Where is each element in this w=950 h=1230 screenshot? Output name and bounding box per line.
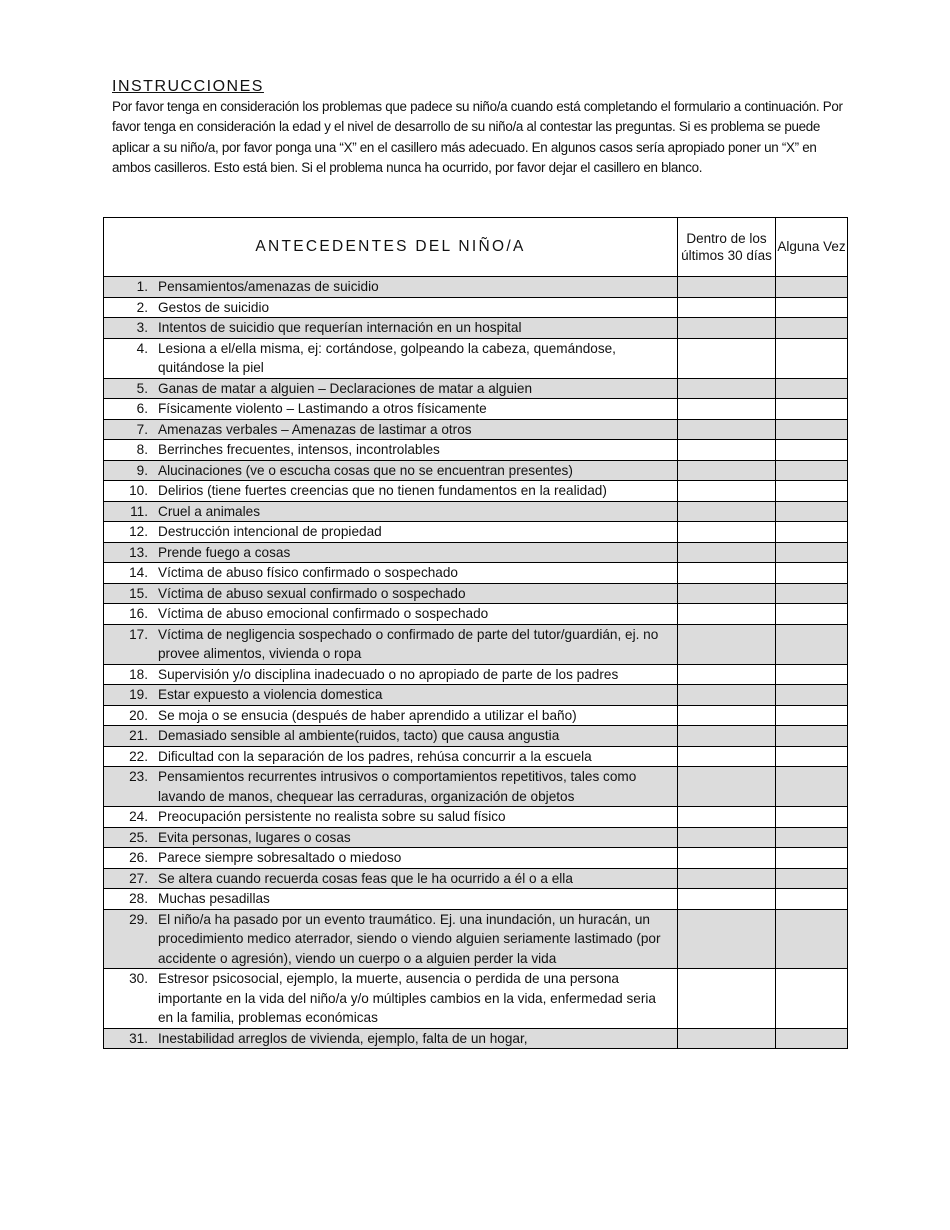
item-text: Estresor psicosocial, ejemplo, la muerte, ausencia o perdida de una persona importante en la vida del niño/a y/o múltiples cambios en la vida, enfermedad seria en la familia, problemas económicas	[158, 971, 656, 1025]
table-row	[104, 685, 848, 706]
checkbox-any-time[interactable]	[776, 501, 848, 522]
item-description-cell	[104, 767, 678, 807]
header-last-30-days: Dentro de los últimos 30 días	[678, 218, 776, 277]
checkbox-last-30-days[interactable]	[678, 624, 776, 664]
table-row	[104, 277, 848, 298]
table-row	[104, 909, 848, 969]
item-text: Víctima de abuso sexual confirmado o sospechado	[158, 585, 466, 601]
checkbox-any-time[interactable]	[776, 827, 848, 848]
instructions-body: Por favor tenga en consideración los problemas que padece su niño/a cuando está completando el formulario a continuación. Por favor tenga en consideración la edad y el nivel de desarrollo de su niño/a al contestar las preguntas. Si es problema se puede aplicar a su niño/a, por favor ponga una “X” en el casillero más adecuado. En algunos casos sería apropiado poner un “X” en ambos casilleros. Esto está bien. Si el problema nunca ha ocurrido, por favor dejar el casillero en blanco.	[112, 99, 843, 175]
checkbox-any-time[interactable]	[776, 542, 848, 563]
table-row	[104, 624, 848, 664]
table-row	[104, 868, 848, 889]
item-description-cell	[104, 277, 678, 298]
table-body	[104, 277, 848, 1049]
item-description-cell	[104, 563, 678, 584]
checkbox-last-30-days[interactable]	[678, 481, 776, 502]
item-text: Víctima de abuso físico confirmado o sospechado	[158, 565, 458, 580]
item-description-cell	[104, 318, 678, 339]
item-number: 23.	[129, 769, 148, 784]
checkbox-any-time[interactable]	[776, 726, 848, 747]
checkbox-any-time[interactable]	[776, 399, 848, 420]
checkbox-any-time[interactable]	[776, 624, 848, 664]
item-description-cell	[104, 726, 678, 747]
checkbox-any-time[interactable]	[776, 746, 848, 767]
table-row	[104, 481, 848, 502]
item-description-cell	[104, 827, 678, 848]
checkbox-last-30-days[interactable]	[678, 705, 776, 726]
item-text: Víctima de negligencia sospechado o confirmado de parte del tutor/guardián, ej. no provee alimentos, vivienda o ropa	[158, 626, 659, 661]
item-description-cell	[104, 583, 678, 604]
item-text: Preocupación persistente no realista sobre su salud físico	[158, 809, 506, 824]
checkbox-last-30-days[interactable]	[678, 440, 776, 461]
table-row	[104, 1028, 848, 1049]
item-number: 25.	[129, 829, 148, 845]
item-description-cell	[104, 889, 678, 910]
item-description-cell	[104, 542, 678, 563]
checkbox-any-time[interactable]	[776, 378, 848, 399]
checkbox-last-30-days[interactable]	[678, 583, 776, 604]
item-number: 11.	[130, 503, 148, 519]
item-description-cell	[104, 460, 678, 481]
checkbox-any-time[interactable]	[776, 297, 848, 318]
item-text: Se altera cuando recuerda cosas feas que le ha ocurrido a él o a ella	[158, 870, 573, 886]
checkbox-last-30-days[interactable]	[678, 277, 776, 298]
checkbox-any-time[interactable]	[776, 419, 848, 440]
item-text: Se moja o se ensucia (después de haber aprendido a utilizar el baño)	[158, 707, 577, 723]
item-text: Físicamente violento – Lastimando a otros físicamente	[158, 401, 487, 416]
table-row	[104, 563, 848, 584]
checkbox-any-time[interactable]	[776, 767, 848, 807]
item-description-cell	[104, 969, 678, 1029]
checkbox-any-time[interactable]	[776, 909, 848, 969]
item-number: 28.	[129, 891, 148, 906]
checkbox-any-time[interactable]	[776, 604, 848, 625]
item-description-cell	[104, 419, 678, 440]
checkbox-last-30-days[interactable]	[678, 868, 776, 889]
table-row	[104, 827, 848, 848]
checkbox-any-time[interactable]	[776, 848, 848, 869]
table-row	[104, 889, 848, 910]
checkbox-last-30-days[interactable]	[678, 726, 776, 747]
table-row	[104, 542, 848, 563]
checkbox-last-30-days[interactable]	[678, 807, 776, 828]
header-any-time: Alguna Vez	[776, 218, 848, 277]
item-text: Lesiona a el/ella misma, ej: cortándose, golpeando la cabeza, quemándose, quitándose la piel	[158, 340, 616, 375]
item-description-cell	[104, 848, 678, 869]
checkbox-last-30-days[interactable]	[678, 827, 776, 848]
item-number: 30.	[129, 971, 148, 986]
checkbox-last-30-days[interactable]	[678, 419, 776, 440]
item-text: Berrinches frecuentes, intensos, incontrolables	[158, 442, 440, 457]
checkbox-last-30-days[interactable]	[678, 969, 776, 1029]
item-description-cell	[104, 440, 678, 461]
checkbox-any-time[interactable]	[776, 807, 848, 828]
table-row	[104, 297, 848, 318]
item-number: 8.	[136, 442, 148, 457]
item-number: 7.	[136, 421, 148, 437]
table-row	[104, 399, 848, 420]
item-text: Parece siempre sobresaltado o miedoso	[158, 850, 402, 865]
item-number: 12.	[129, 524, 148, 539]
item-text: El niño/a ha pasado por un evento traumático. Ej. una inundación, un huracán, un procedimiento medico aterrador, siendo o viendo alguien seriamente lastimado (por accidente o agresión), viendo un cuerpo o a alguien perder la vida	[158, 911, 661, 966]
checkbox-any-time[interactable]	[776, 277, 848, 298]
checkbox-last-30-days[interactable]	[678, 1028, 776, 1049]
checkbox-last-30-days[interactable]	[678, 501, 776, 522]
item-number: 16.	[129, 606, 148, 621]
checkbox-any-time[interactable]	[776, 685, 848, 706]
checkbox-last-30-days[interactable]	[678, 378, 776, 399]
table-row	[104, 318, 848, 339]
table-row	[104, 807, 848, 828]
item-number: 5.	[136, 380, 148, 396]
table-row	[104, 440, 848, 461]
item-text: Estar expuesto a violencia domestica	[158, 687, 383, 702]
table-row	[104, 767, 848, 807]
checkbox-last-30-days[interactable]	[678, 542, 776, 563]
table-row	[104, 848, 848, 869]
instructions-title: INSTRUCCIONES	[112, 78, 264, 95]
item-description-cell	[104, 481, 678, 502]
item-number: 6.	[136, 401, 148, 416]
item-number: 31.	[129, 1030, 148, 1046]
checkbox-last-30-days[interactable]	[678, 297, 776, 318]
item-number: 18.	[129, 666, 148, 682]
checkbox-any-time[interactable]	[776, 522, 848, 543]
checkbox-last-30-days[interactable]	[678, 767, 776, 807]
item-text: Muchas pesadillas	[158, 891, 270, 906]
item-text: Inestabilidad arreglos de vivienda, ejemplo, falta de un hogar,	[158, 1030, 528, 1046]
item-text: Víctima de abuso emocional confirmado o sospechado	[158, 606, 489, 621]
table-row	[104, 746, 848, 767]
checkbox-any-time[interactable]	[776, 481, 848, 502]
item-description-cell	[104, 624, 678, 664]
item-number: 22.	[129, 748, 148, 764]
item-text: Demasiado sensible al ambiente(ruidos, tacto) que causa angustia	[158, 728, 560, 743]
checkbox-last-30-days[interactable]	[678, 460, 776, 481]
item-description-cell	[104, 807, 678, 828]
item-text: Cruel a animales	[158, 503, 260, 519]
item-number: 9.	[136, 462, 148, 478]
history-table	[103, 217, 848, 1049]
item-description-cell	[104, 868, 678, 889]
checkbox-any-time[interactable]	[776, 969, 848, 1029]
item-description-cell	[104, 746, 678, 767]
item-number: 19.	[129, 687, 148, 702]
item-number: 15.	[129, 585, 148, 601]
item-text: Ganas de matar a alguien – Declaraciones de matar a alguien	[158, 380, 533, 396]
item-number: 26.	[129, 850, 148, 865]
table-row	[104, 604, 848, 625]
checkbox-any-time[interactable]	[776, 1028, 848, 1049]
item-description-cell	[104, 378, 678, 399]
checkbox-last-30-days[interactable]	[678, 399, 776, 420]
checkbox-any-time[interactable]	[776, 563, 848, 584]
item-description-cell	[104, 297, 678, 318]
item-text: Dificultad con la separación de los padres, rehúsa concurrir a la escuela	[158, 748, 592, 764]
item-number: 4.	[136, 340, 148, 356]
checkbox-last-30-days[interactable]	[678, 604, 776, 625]
checkbox-any-time[interactable]	[776, 889, 848, 910]
item-text: Pensamientos/amenazas de suicidio	[158, 279, 379, 294]
item-text: Gestos de suicidio	[158, 299, 270, 315]
table-row	[104, 419, 848, 440]
item-description-cell	[104, 1028, 678, 1049]
item-description-cell	[104, 685, 678, 706]
table-row	[104, 969, 848, 1029]
item-description-cell	[104, 501, 678, 522]
header-child-history: ANTECEDENTES DEL NIÑO/A	[104, 218, 678, 277]
table-row	[104, 378, 848, 399]
checkbox-any-time[interactable]	[776, 868, 848, 889]
item-number: 17.	[129, 626, 148, 642]
item-number: 3.	[136, 320, 148, 335]
item-text: Delirios (tiene fuertes creencias que no tienen fundamentos en la realidad)	[158, 483, 607, 498]
checkbox-any-time[interactable]	[776, 705, 848, 726]
item-text: Alucinaciones (ve o escucha cosas que no se encuentran presentes)	[158, 462, 573, 478]
item-number: 1.	[136, 279, 148, 294]
item-number: 10.	[129, 483, 148, 498]
checkbox-last-30-days[interactable]	[678, 889, 776, 910]
item-text: Prende fuego a cosas	[158, 544, 291, 560]
item-number: 24.	[129, 809, 148, 824]
checkbox-any-time[interactable]	[776, 440, 848, 461]
item-text: Evita personas, lugares o cosas	[158, 829, 351, 845]
checkbox-last-30-days[interactable]	[678, 664, 776, 685]
checkbox-last-30-days[interactable]	[678, 848, 776, 869]
item-number: 29.	[129, 911, 148, 927]
item-text: Pensamientos recurrentes intrusivos o comportamientos repetitivos, tales como lavando de manos, chequear las cerraduras, organización de objetos	[158, 769, 637, 804]
item-number: 21.	[129, 728, 148, 743]
item-description-cell	[104, 705, 678, 726]
checkbox-last-30-days[interactable]	[678, 522, 776, 543]
item-description-cell	[104, 399, 678, 420]
checkbox-last-30-days[interactable]	[678, 318, 776, 339]
item-number: 20.	[129, 707, 148, 723]
table-header-row	[104, 218, 848, 277]
table-row	[104, 522, 848, 543]
item-description-cell	[104, 522, 678, 543]
checkbox-last-30-days[interactable]	[678, 909, 776, 969]
item-number: 14.	[129, 565, 148, 580]
checkbox-any-time[interactable]	[776, 318, 848, 339]
item-description-cell	[104, 909, 678, 969]
checkbox-last-30-days[interactable]	[678, 685, 776, 706]
table-row	[104, 705, 848, 726]
checkbox-any-time[interactable]	[776, 460, 848, 481]
table-row	[104, 501, 848, 522]
item-description-cell	[104, 664, 678, 685]
table-row	[104, 460, 848, 481]
checkbox-last-30-days[interactable]	[678, 338, 776, 378]
table-row	[104, 664, 848, 685]
item-number: 27.	[129, 870, 148, 886]
checkbox-any-time[interactable]	[776, 338, 848, 378]
table-row	[104, 338, 848, 378]
checkbox-any-time[interactable]	[776, 583, 848, 604]
item-number: 2.	[136, 299, 148, 315]
checkbox-last-30-days[interactable]	[678, 746, 776, 767]
checkbox-any-time[interactable]	[776, 664, 848, 685]
item-text: Destrucción intencional de propiedad	[158, 524, 382, 539]
checkbox-last-30-days[interactable]	[678, 563, 776, 584]
item-text: Intentos de suicidio que requerían internación en un hospital	[158, 320, 522, 335]
table-row	[104, 726, 848, 747]
item-description-cell	[104, 338, 678, 378]
item-text: Amenazas verbales – Amenazas de lastimar a otros	[158, 421, 472, 437]
item-number: 13.	[129, 544, 148, 560]
table-row	[104, 583, 848, 604]
item-text: Supervisión y/o disciplina inadecuado o no apropiado de parte de los padres	[158, 666, 619, 682]
item-description-cell	[104, 604, 678, 625]
